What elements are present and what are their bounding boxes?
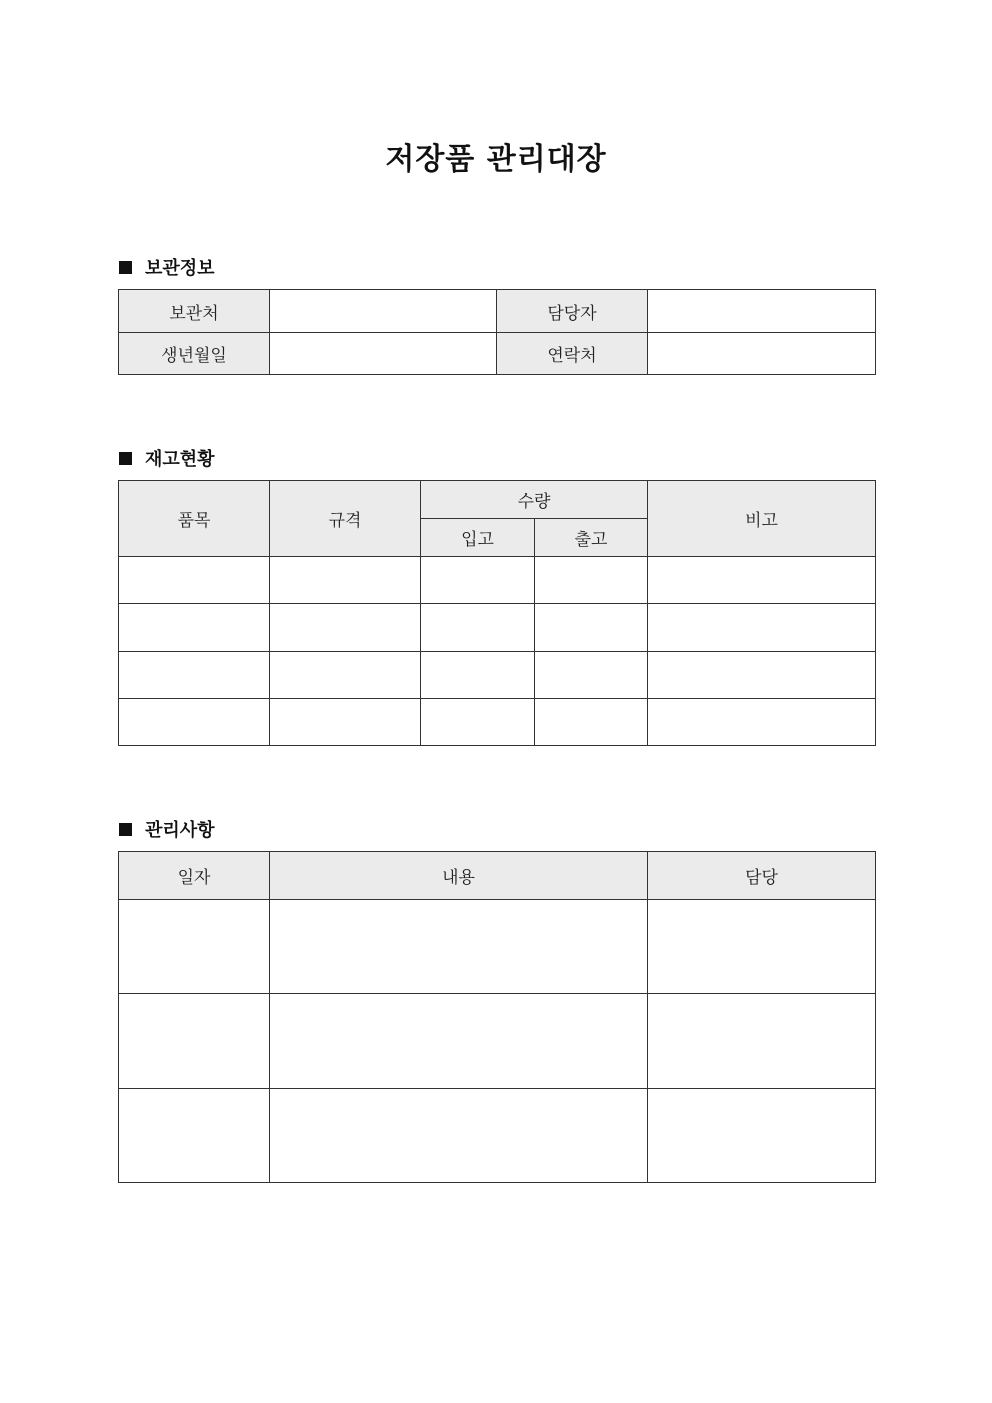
inventory-table <box>118 480 876 746</box>
table-row <box>119 699 876 746</box>
cell-in[interactable] <box>421 652 535 699</box>
document-title: 저장품 관리대장 <box>385 142 607 177</box>
table-header-row <box>119 481 876 519</box>
label-contact: 연락처 <box>497 333 648 375</box>
cell-in[interactable] <box>421 557 535 604</box>
cell-person[interactable] <box>648 994 876 1089</box>
table-row <box>119 994 876 1089</box>
black-square-icon <box>119 261 132 274</box>
header-in: 입고 <box>421 519 535 557</box>
cell-note[interactable] <box>648 699 876 746</box>
cell-item[interactable] <box>119 557 270 604</box>
cell-item[interactable] <box>119 699 270 746</box>
section-storage-info-title: 보관정보 <box>145 258 215 279</box>
header-spec: 규격 <box>270 481 421 557</box>
cell-out[interactable] <box>535 652 648 699</box>
header-out: 출고 <box>535 519 648 557</box>
cell-note[interactable] <box>648 652 876 699</box>
cell-content[interactable] <box>270 994 648 1089</box>
field-location[interactable] <box>270 290 497 333</box>
black-square-icon <box>119 823 132 836</box>
cell-person[interactable] <box>648 1089 876 1183</box>
table-row <box>119 290 876 333</box>
cell-in[interactable] <box>421 699 535 746</box>
cell-in[interactable] <box>421 604 535 652</box>
section-management-title: 관리사항 <box>145 820 215 841</box>
table-row <box>119 604 876 652</box>
cell-content[interactable] <box>270 1089 648 1183</box>
cell-date[interactable] <box>119 1089 270 1183</box>
section-management-heading <box>119 816 215 842</box>
table-row <box>119 652 876 699</box>
cell-date[interactable] <box>119 900 270 994</box>
header-person: 담당 <box>648 852 876 900</box>
cell-spec[interactable] <box>270 557 421 604</box>
cell-out[interactable] <box>535 604 648 652</box>
header-quantity: 수량 <box>421 481 648 519</box>
cell-spec[interactable] <box>270 652 421 699</box>
cell-note[interactable] <box>648 604 876 652</box>
cell-spec[interactable] <box>270 604 421 652</box>
cell-note[interactable] <box>648 557 876 604</box>
section-inventory-heading <box>119 445 215 471</box>
section-storage-info-heading <box>119 254 215 280</box>
label-manager: 담당자 <box>497 290 648 333</box>
field-birthdate[interactable] <box>270 333 497 375</box>
table-row <box>119 900 876 994</box>
table-header-row <box>119 852 876 900</box>
cell-item[interactable] <box>119 604 270 652</box>
management-table <box>118 851 876 1183</box>
table-row <box>119 557 876 604</box>
cell-item[interactable] <box>119 652 270 699</box>
label-birthdate: 생년월일 <box>119 333 270 375</box>
cell-person[interactable] <box>648 900 876 994</box>
cell-out[interactable] <box>535 557 648 604</box>
black-square-icon <box>119 452 132 465</box>
table-row <box>119 1089 876 1183</box>
cell-date[interactable] <box>119 994 270 1089</box>
header-date: 일자 <box>119 852 270 900</box>
label-location: 보관처 <box>119 290 270 333</box>
table-row <box>119 333 876 375</box>
cell-content[interactable] <box>270 900 648 994</box>
storage-info-table <box>118 289 876 375</box>
header-note: 비고 <box>648 481 876 557</box>
header-content: 내용 <box>270 852 648 900</box>
cell-spec[interactable] <box>270 699 421 746</box>
field-contact[interactable] <box>648 333 876 375</box>
field-manager[interactable] <box>648 290 876 333</box>
cell-out[interactable] <box>535 699 648 746</box>
section-inventory-title: 재고현황 <box>145 449 215 470</box>
header-item: 품목 <box>119 481 270 557</box>
